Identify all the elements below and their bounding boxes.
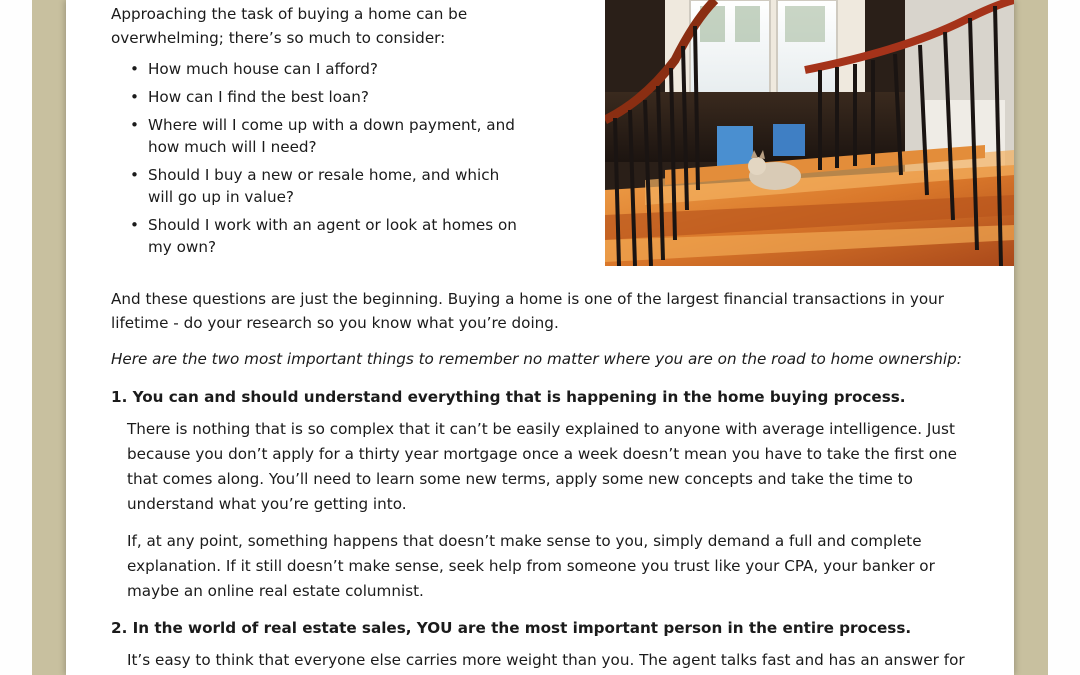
paragraph: If, at any point, something happens that doesn’t make sense to you, simply demand a full and complete explanation. If it still doesn’t make sense, seek help from someone you trust like your CPA, your banker or maybe an online real estate columnist. — [127, 532, 935, 600]
list-item — [130, 58, 531, 80]
paragraph: There is nothing that is so complex that it can’t be easily explained to anyone with average intelligence. Just because you don’t apply for a thirty year mortgage once a week doesn’t mean you have to take the first one that comes along. You’ll need to learn some new terms, apply some new concepts and take the time to understand what you’re getting into. — [127, 420, 958, 513]
page-border-right — [1014, 0, 1048, 675]
list-item — [130, 214, 531, 258]
list-item-text: Where will I come up with a down payment, and how much will I need? — [148, 116, 515, 156]
question-list — [111, 58, 531, 258]
bullet-icon: • — [130, 88, 139, 106]
section-2-body — [111, 648, 971, 673]
list-item — [130, 164, 531, 208]
page-border-left — [32, 0, 66, 675]
document-page — [66, 0, 1014, 675]
section-1-body — [111, 417, 971, 604]
intro-section — [111, 2, 531, 264]
bullet-icon: • — [130, 166, 139, 184]
body-section — [111, 287, 971, 675]
list-item-text: How much house can I afford? — [148, 60, 378, 78]
bullet-icon: • — [130, 216, 139, 234]
paragraph: It’s easy to think that everyone else carries more weight than you. The agent talks fast and has an answer for — [127, 651, 965, 669]
section-heading-1: 1. You can and should understand everything that is happening in the home buying process. — [111, 388, 906, 406]
intro-text: Approaching the task of buying a home can be overwhelming; there’s so much to consider: — [111, 5, 468, 47]
list-item-text: Should I work with an agent or look at homes on my own? — [148, 216, 517, 256]
section-heading-2: 2. In the world of real estate sales, YOU are the most important person in the entire process. — [111, 619, 912, 637]
paragraph: And these questions are just the beginning. Buying a home is one of the largest financial transactions in your lifetime - do your research so you know what you’re doing. — [111, 290, 944, 332]
italic-intro: Here are the two most important things to remember no matter where you are on the road to home ownership: — [111, 350, 962, 368]
list-item-text: How can I find the best loan? — [148, 88, 369, 106]
list-item — [130, 86, 531, 108]
bullet-icon: • — [130, 60, 139, 78]
list-item — [130, 114, 531, 158]
bullet-icon: • — [130, 116, 139, 134]
list-item-text: Should I buy a new or resale home, and which will go up in value? — [148, 166, 500, 206]
staircase-photo — [605, 0, 1014, 266]
